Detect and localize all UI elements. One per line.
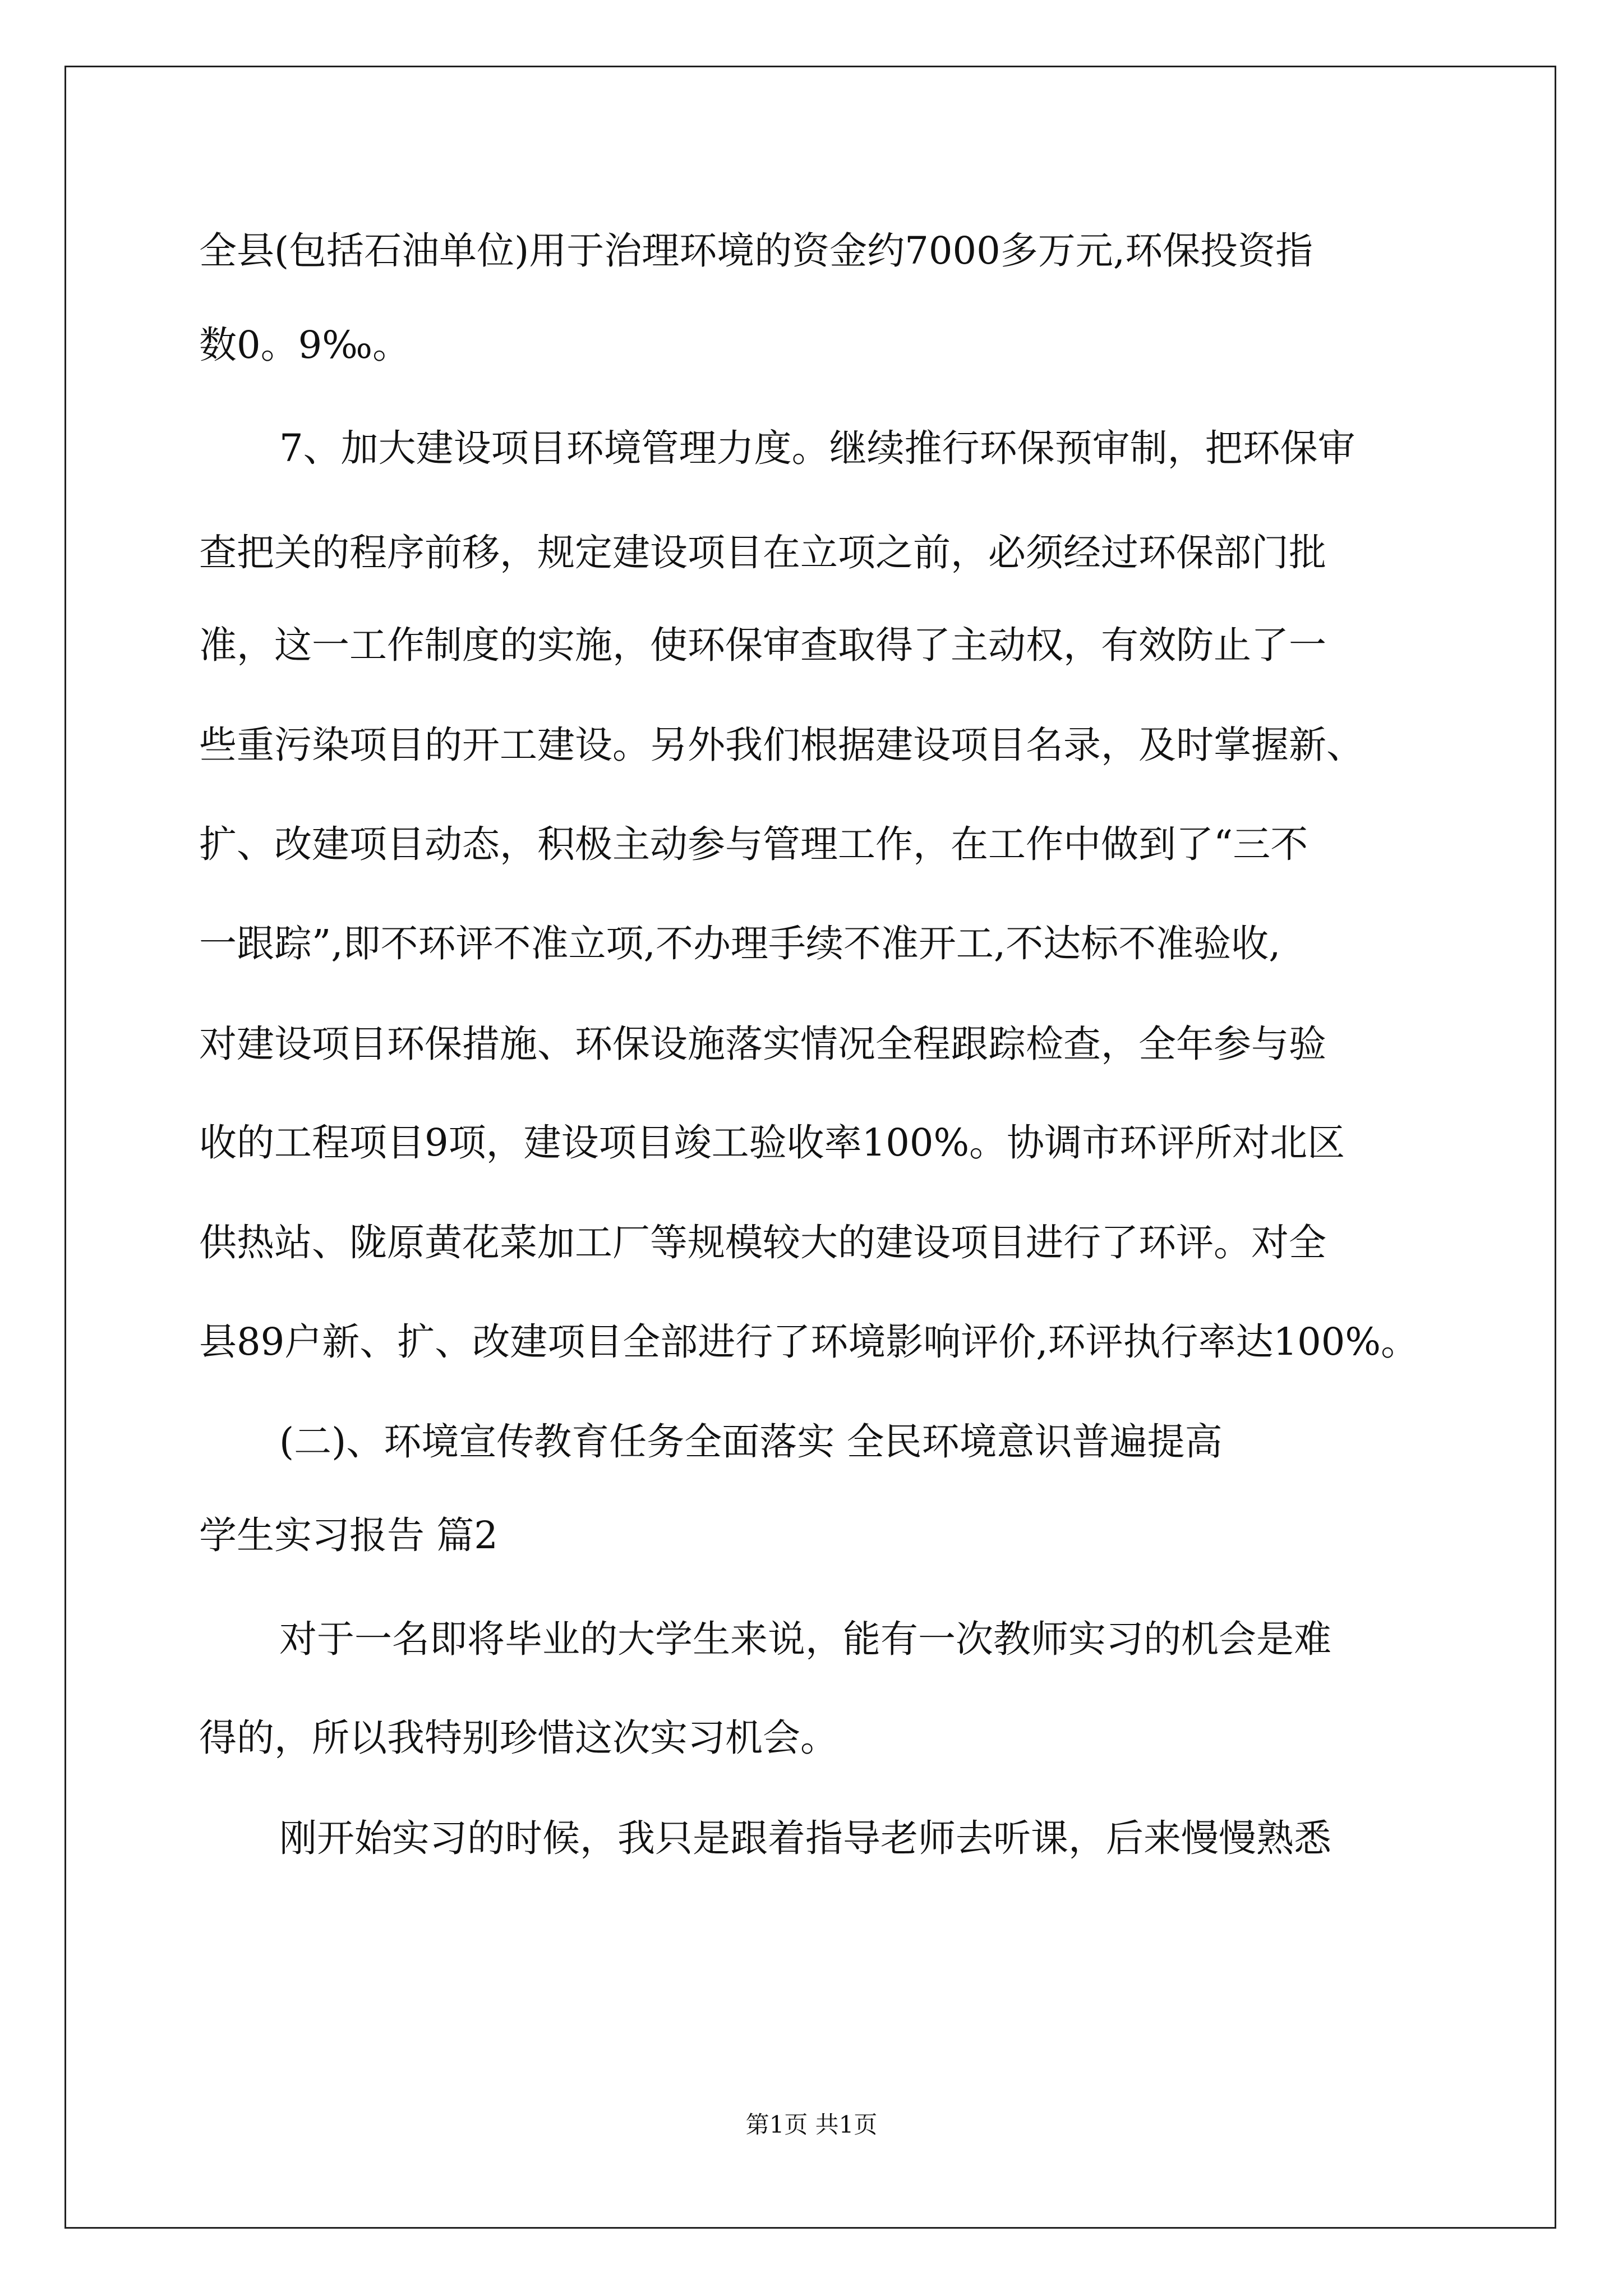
report-title: 学生实习报告 篇2	[199, 1513, 498, 1557]
paragraph-line: 些重污染项目的开工建设。另外我们根据建设项目名录，及时掌握新、	[199, 723, 1364, 767]
paragraph-line: 查把关的程序前移，规定建设项目在立项之前，必须经过环保部门批	[199, 531, 1326, 574]
section-heading: (二)、环境宣传教育任务全面落实 全民环境意识普遍提高	[279, 1420, 1223, 1464]
paragraph-line: 对于一名即将毕业的大学生来说，能有一次教师实习的机会是难	[279, 1617, 1331, 1661]
paragraph-line: 准，这一工作制度的实施，使环保审查取得了主动权，有效防止了一	[199, 623, 1326, 667]
paragraph-line: 供热站、陇原黄花菜加工厂等规模较大的建设项目进行了环评。对全	[199, 1221, 1326, 1264]
paragraph-line: 对建设项目环保措施、环保设施落实情况全程跟踪检查，全年参与验	[199, 1022, 1326, 1066]
paragraph-line: 7、加大建设项目环境管理力度。继续推行环保预审制，把环保审	[279, 426, 1355, 470]
paragraph-line: 县89户新、扩、改建项目全部进行了环境影响评价,环评执行率达100%。	[199, 1320, 1419, 1364]
page-footer: 第1页 共1页	[745, 2111, 878, 2138]
paragraph-line: 刚开始实习的时候，我只是跟着指导老师去听课，后来慢慢熟悉	[279, 1816, 1331, 1860]
paragraph-line: 一跟踪”,即不环评不准立项,不办理手续不准开工,不达标不准验收,	[199, 922, 1281, 965]
paragraph-line: 扩、改建项目动态，积极主动参与管理工作，在工作中做到了“三不	[199, 822, 1308, 866]
paragraph-line: 收的工程项目9项，建设项目竣工验收率100%。协调市环评所对北区	[199, 1121, 1345, 1165]
paragraph-line: 全县(包括石油单位)用于治理环境的资金约7000多万元,环保投资指	[199, 229, 1313, 273]
paragraph-line: 得的，所以我特别珍惜这次实习机会。	[199, 1716, 838, 1760]
paragraph-line: 数0。9‰。	[199, 323, 411, 367]
